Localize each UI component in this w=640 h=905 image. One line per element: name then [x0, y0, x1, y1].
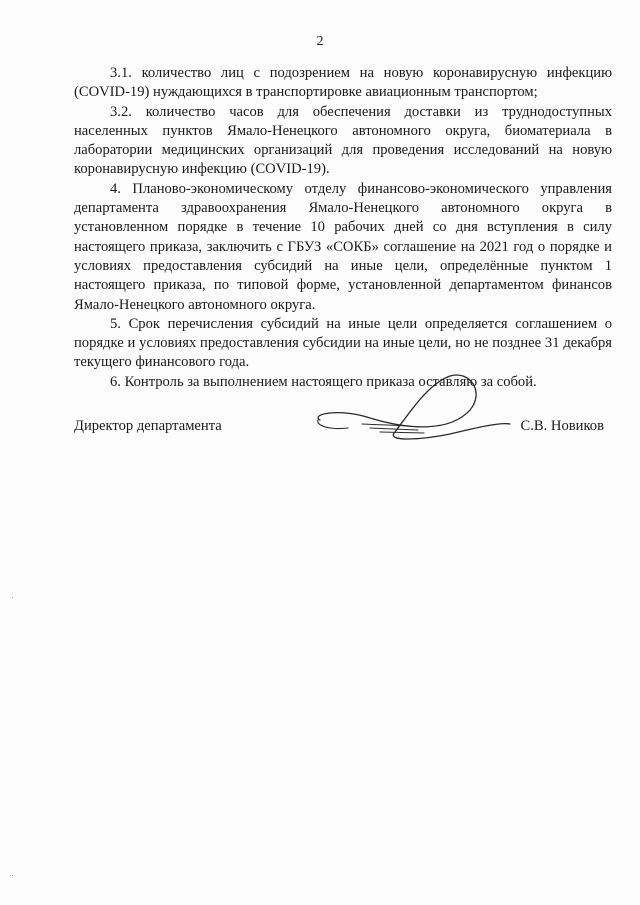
page-number: 2 — [316, 34, 324, 49]
paragraph-3-2: 3.2. количество часов для обеспечения доставки из труднодоступных населенных пунктов Ямало-Ненецкого автономного округа, биоматериала в лаборатории медицинских организаций для проведения исследований на новую коронавирусную инфекцию (COVID-19). — [74, 103, 612, 178]
scan-artifact — [12, 875, 13, 876]
signature-block — [74, 418, 604, 440]
scan-artifact — [12, 597, 13, 598]
signatory-name: С.В. Новиков — [520, 418, 604, 434]
signatory-title: Директор департамента — [74, 418, 222, 434]
paragraph-3-1: 3.1. количество лиц с подозрением на новую коронавирусную инфекцию (COVID-19) нуждающихся в транспортировке авиационным транспортом; — [74, 65, 612, 101]
paragraph-4: 4. Планово-экономическому отделу финансово-экономического управления департамента здравоохранения Ямало-Ненецкого автономного округа в установленном порядке в течение 10 рабочих дней со дня вступления в силу настоящего приказа, заключить с ГБУЗ «СОКБ» соглашение на 2021 год о порядке и условиях предоставления субсидий на иные цели, определённые пунктом 1 настоящего приказа, по типовой форме, установленной департаментом финансов Ямало-Ненецкого автономного округа. — [74, 180, 612, 313]
paragraph-6: 6. Контроль за выполнением настоящего приказа оставляю за собой. — [110, 373, 537, 390]
paragraph-5: 5. Срок перечисления субсидий на иные цели определяется соглашением о порядке и условиях предоставления субсидии на иные цели, но не позднее 31 декабря текущего финансового года. — [74, 315, 612, 371]
document-body — [74, 64, 612, 392]
